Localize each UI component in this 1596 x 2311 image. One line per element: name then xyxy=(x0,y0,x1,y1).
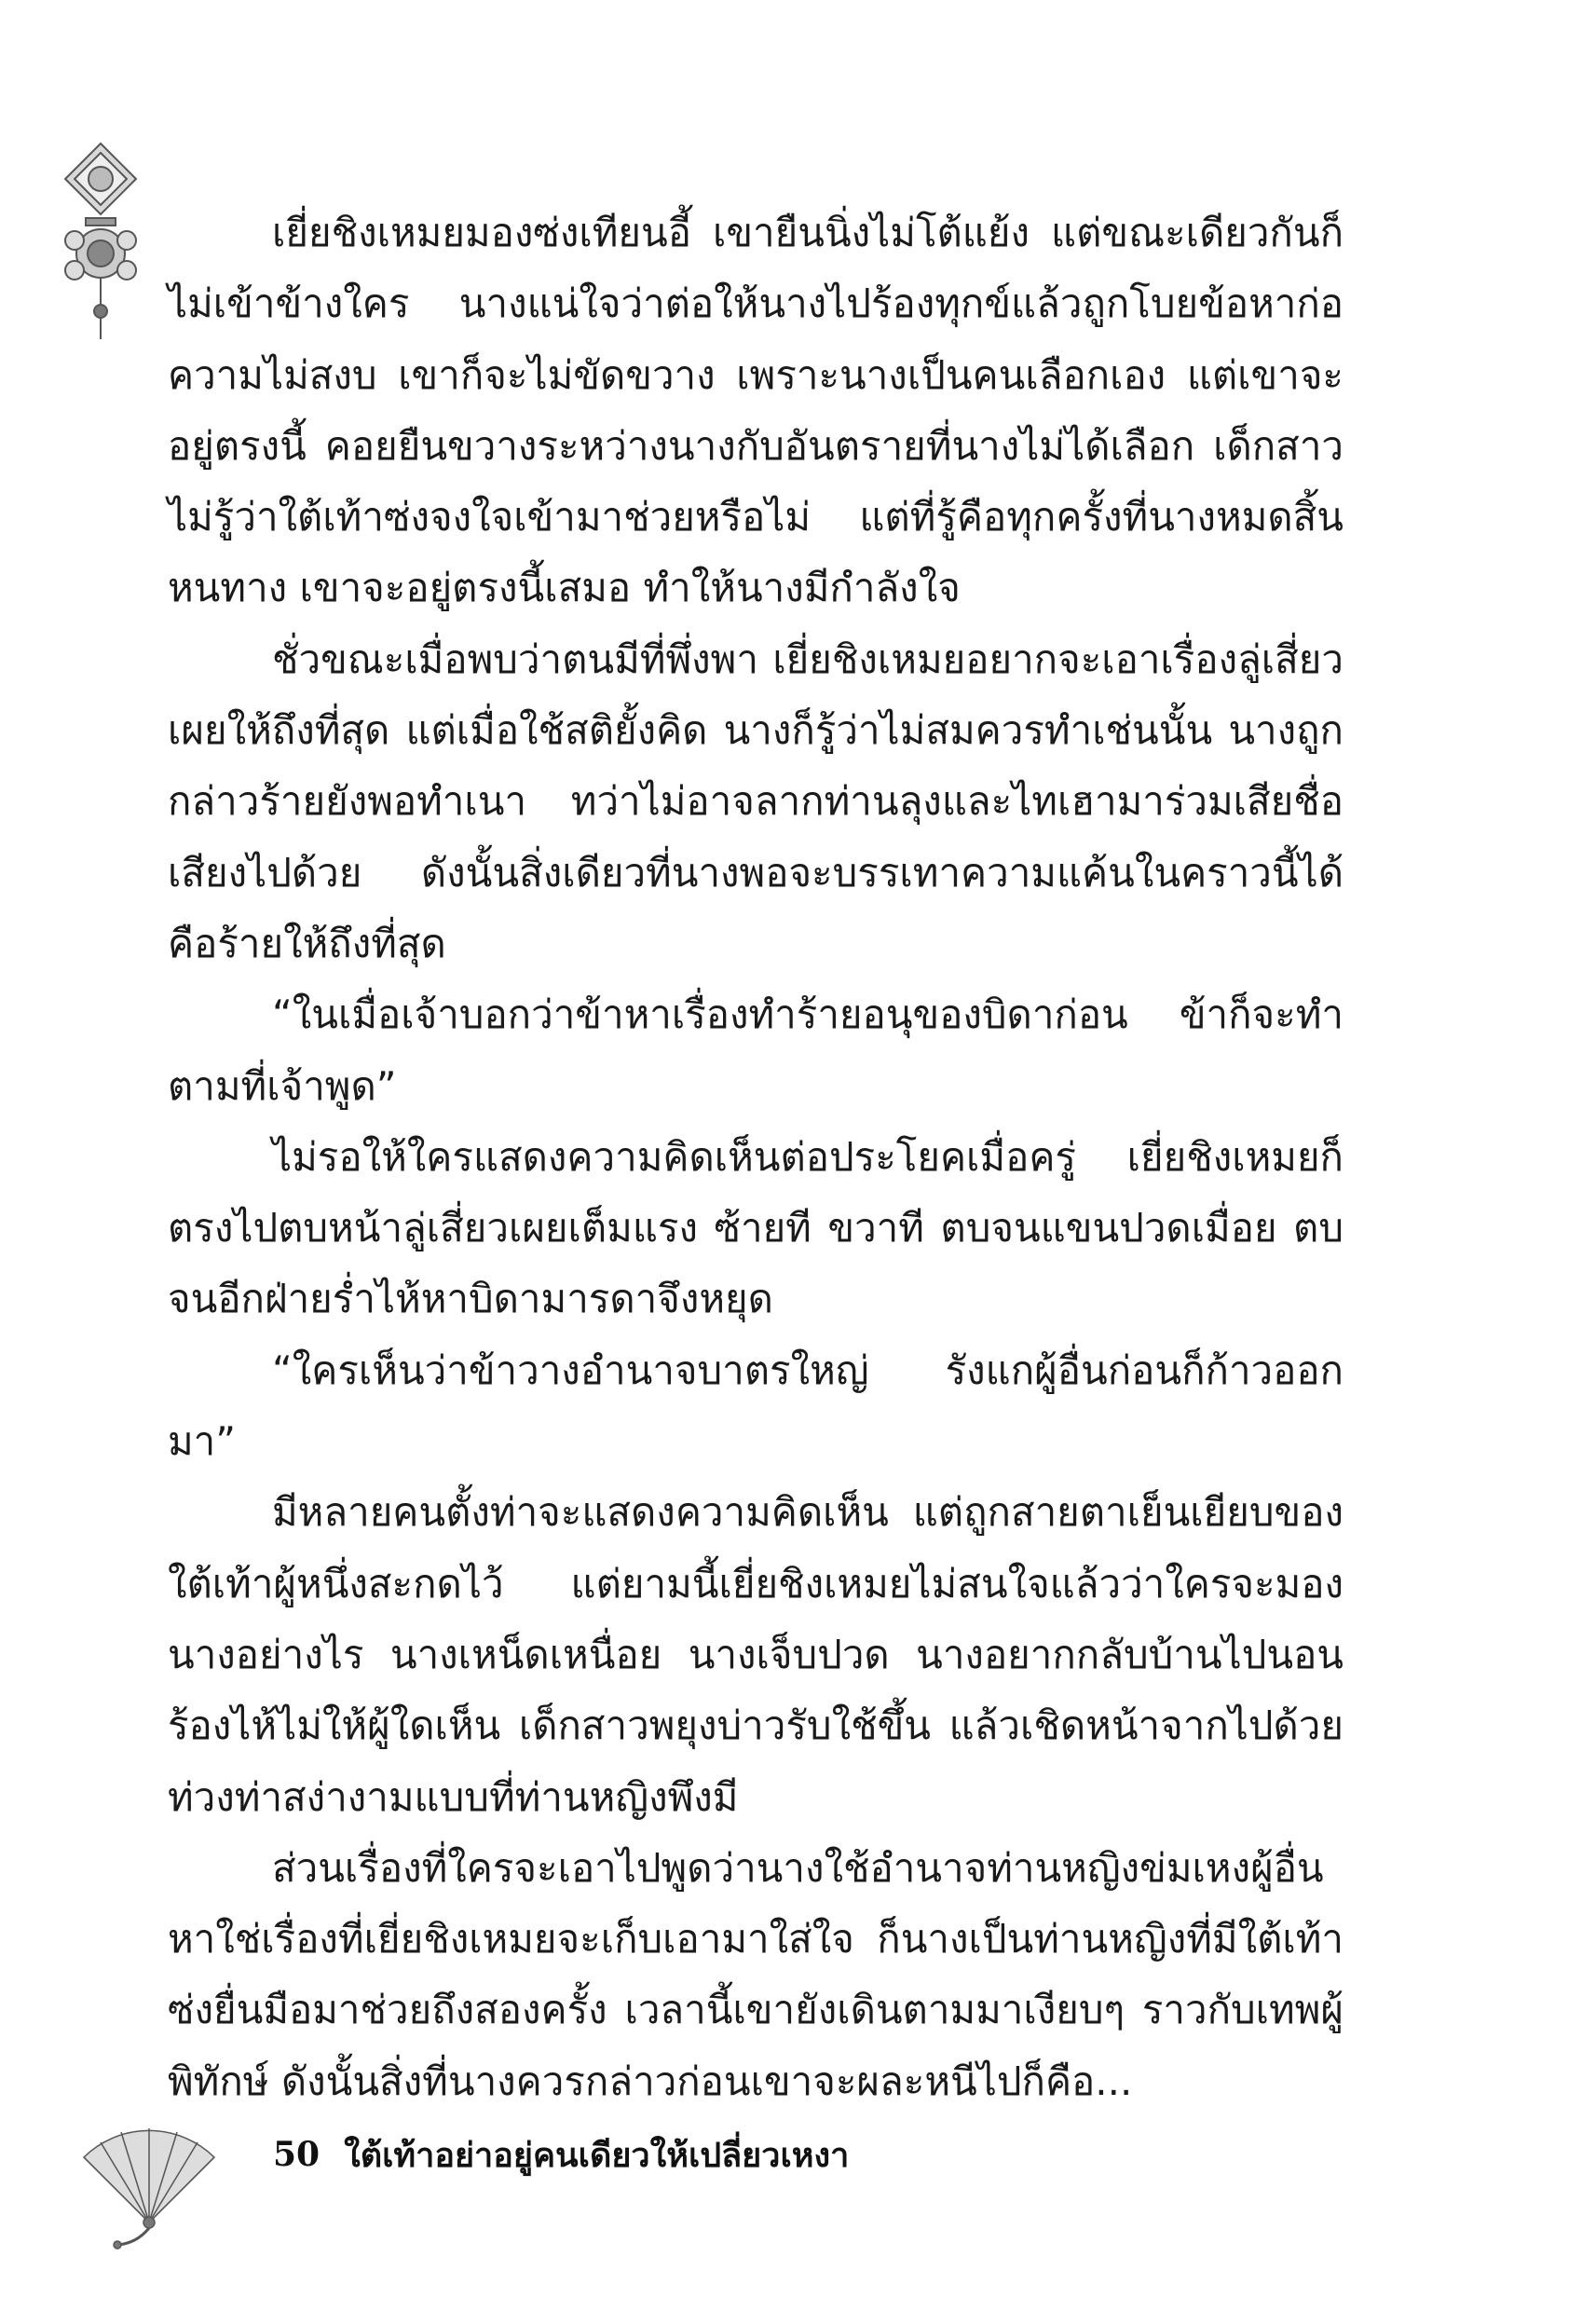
paragraph-3: “ในเมื่อเจ้าบอกว่าข้าหาเรื่องทำร้ายอนุของบิดาก่อน ข้าก็จะทำตามที่เจ้าพูด” xyxy=(168,991,1344,1109)
page-footer xyxy=(273,2126,849,2182)
folding-fan-icon xyxy=(75,2120,224,2250)
page-number: 50 xyxy=(273,2135,321,2174)
paragraph-1: เยี่ยชิงเหมยมองซ่งเทียนอี้ เขายืนนิ่งไม่โต้แย้ง แต่ขณะเดียวกันก็ไม่เข้าข้างใคร นางแน่ใจว่าต่อให้นางไปร้องทุกข์แล้วถูกโบยข้อหาก่อความไม่สงบ เขาก็จะไม่ขัดขวาง เพราะนางเป็นคนเลือกเอง แต่เขาจะอยู่ตรงนี้ คอยยืนขวางระหว่างนางกับอันตรายที่นางไม่ได้เลือก เด็กสาวไม่รู้ว่าใต้เท้าซ่งจงใจเข้ามาช่วยหรือไม่ แต่ที่รู้คือทุกครั้งที่นางหมดสิ้นหนทาง เขาจะอยู่ตรงนี้เสมอ ทำให้นางมีกำลังใจ xyxy=(168,210,1344,611)
paragraph-2: ชั่วขณะเมื่อพบว่าตนมีที่พึ่งพา เยี่ยชิงเหมยอยากจะเอาเรื่องลู่เสี่ยวเผยให้ถึงที่สุด แต่เมื่อใช้สติยั้งคิด นางก็รู้ว่าไม่สมควรทำเช่นนั้น นางถูกกล่าวร้ายยังพอทำเนา ทว่าไม่อาจลากท่านลุงและไทเฮามาร่วมเสียชื่อเสียงไปด้วย ดังนั้นสิ่งเดียวที่นางพอจะบรรเทาความแค้นในคราวนี้ได้คือร้ายให้ถึงที่สุด xyxy=(168,636,1344,966)
body-text xyxy=(168,198,1344,2117)
paragraph-4: ไม่รอให้ใครแสดงความคิดเห็นต่อประโยคเมื่อครู่ เยี่ยชิงเหมยก็ตรงไปตบหน้าลู่เสี่ยวเผยเต็มแรง ซ้ายที ขวาที ตบจนแขนปวดเมื่อย ตบจนอีกฝ่ายร่ำไห้หาบิดามารดาจึงหยุด xyxy=(168,1133,1344,1322)
chinese-ornament-icon xyxy=(58,140,143,345)
paragraph-6: มีหลายคนตั้งท่าจะแสดงความคิดเห็น แต่ถูกสายตาเย็นเยียบของใต้เท้าผู้หนึ่งสะกดไว้ แต่ยามนี้เยี่ยชิงเหมยไม่สนใจแล้วว่าใครจะมองนางอย่างไร นางเหน็ดเหนื่อย นางเจ็บปวด นางอยากกลับบ้านไปนอนร้องไห้ไม่ให้ผู้ใดเห็น เด็กสาวพยุงบ่าวรับใช้ขึ้น แล้วเชิดหน้าจากไปด้วยท่วงท่าสง่างามแบบที่ท่านหญิงพึงมี xyxy=(168,1489,1344,1820)
paragraph-7: ส่วนเรื่องที่ใครจะเอาไปพูดว่านางใช้อำนาจท่านหญิงข่มเหงผู้อื่นหาใช่เรื่องที่เยี่ยชิงเหมยจะเก็บเอามาใส่ใจ ก็นางเป็นท่านหญิงที่มีใต้เท้าซ่งยื่นมือมาช่วยถึงสองครั้ง เวลานี้เขายังเดินตามมาเงียบๆ ราวกับเทพผู้พิทักษ์ ดังนั้นสิ่งที่นางควรกล่าวก่อนเขาจะผละหนีไปก็คือ... xyxy=(168,1844,1344,2104)
paragraph-5: “ใครเห็นว่าข้าวางอำนาจบาตรใหญ่ รังแกผู้อื่นก่อนก็ก้าวออกมา” xyxy=(168,1347,1344,1465)
book-title: ใต้เท้าอย่าอยู่คนเดียวให้เปลี่ยวเหงา xyxy=(344,2135,850,2175)
